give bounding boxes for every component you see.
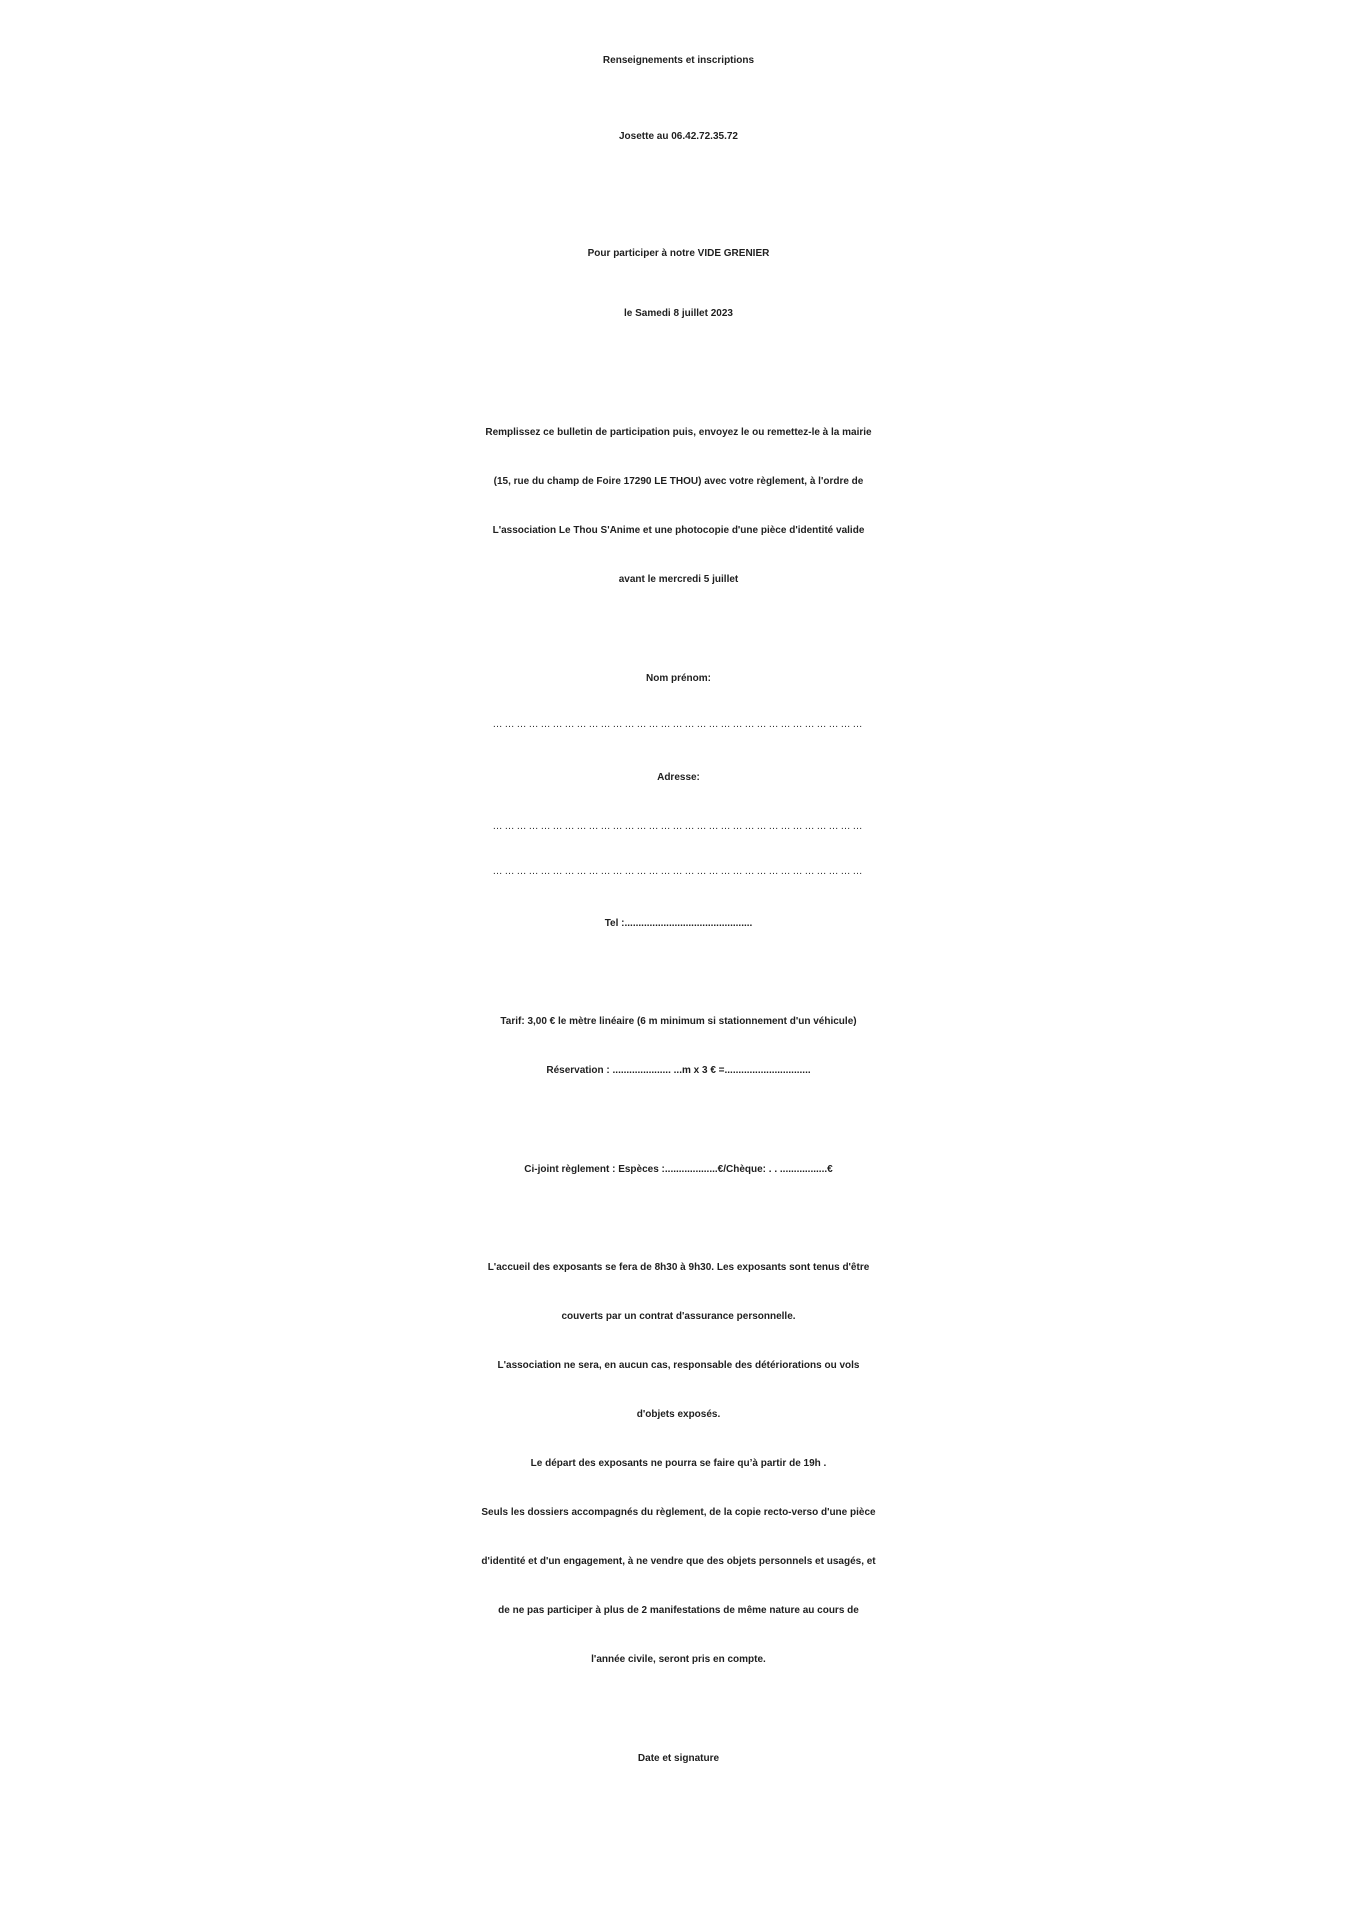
payment-line: Ci-joint règlement : Espèces :...................€/Chèque: . . .................€ [524, 1164, 833, 1175]
address-fill-line: ………………………………………………………………………………… [492, 821, 865, 832]
event-heading: Pour participer à notre VIDE GRENIER [587, 248, 770, 259]
conditions-line: d'identité et d'un engagement, à ne vendre que des objets personnels et usagés, et [481, 1556, 876, 1567]
name-fill-line: ………………………………………………………………………………… [492, 719, 865, 730]
contact-line: Josette au 06.42.72.35.72 [619, 131, 738, 142]
tarif-line: Tarif: 3,00 € le mètre linéaire (6 m minimum si stationnement d'un véhicule) [500, 1016, 857, 1027]
event-date: le Samedi 8 juillet 2023 [624, 308, 733, 319]
tel-field: Tel :.............................................. [604, 918, 753, 929]
conditions-line: couverts par un contrat d'assurance personnelle. [561, 1311, 796, 1322]
address-label: Adresse: [657, 772, 700, 783]
name-label: Nom prénom: [646, 673, 711, 684]
date-signature-label: Date et signature [637, 1753, 720, 1764]
instructions-line: avant le mercredi 5 juillet [618, 574, 739, 585]
instructions-line: (15, rue du champ de Foire 17290 LE THOU) avec votre règlement, à l'ordre de [493, 476, 864, 487]
instructions-line: L'association Le Thou S'Anime et une photocopie d'une pièce d'identité valide [492, 525, 865, 536]
address-fill-line: ………………………………………………………………………………… [492, 866, 865, 877]
instructions-line: Remplissez ce bulletin de participation puis, envoyez le ou remettez-le à la mairie [485, 427, 872, 438]
conditions-line: L'association ne sera, en aucun cas, responsable des détériorations ou vols [497, 1360, 860, 1371]
conditions-line: Seuls les dossiers accompagnés du règlement, de la copie recto-verso d'une pièce [481, 1507, 876, 1518]
conditions-line: l'année civile, seront pris en compte. [591, 1654, 766, 1665]
page-title: Renseignements et inscriptions [602, 55, 755, 66]
reservation-line: Réservation : ..................... ...m x 3 € =............................... [546, 1065, 811, 1076]
conditions-line: Le départ des exposants ne pourra se faire qu’à partir de 19h . [530, 1458, 827, 1469]
conditions-line: L'accueil des exposants se fera de 8h30 à 9h30. Les exposants sont tenus d'être [487, 1262, 870, 1273]
conditions-line: de ne pas participer à plus de 2 manifestations de même nature au cours de [498, 1605, 859, 1616]
conditions-line: d'objets exposés. [636, 1409, 721, 1420]
